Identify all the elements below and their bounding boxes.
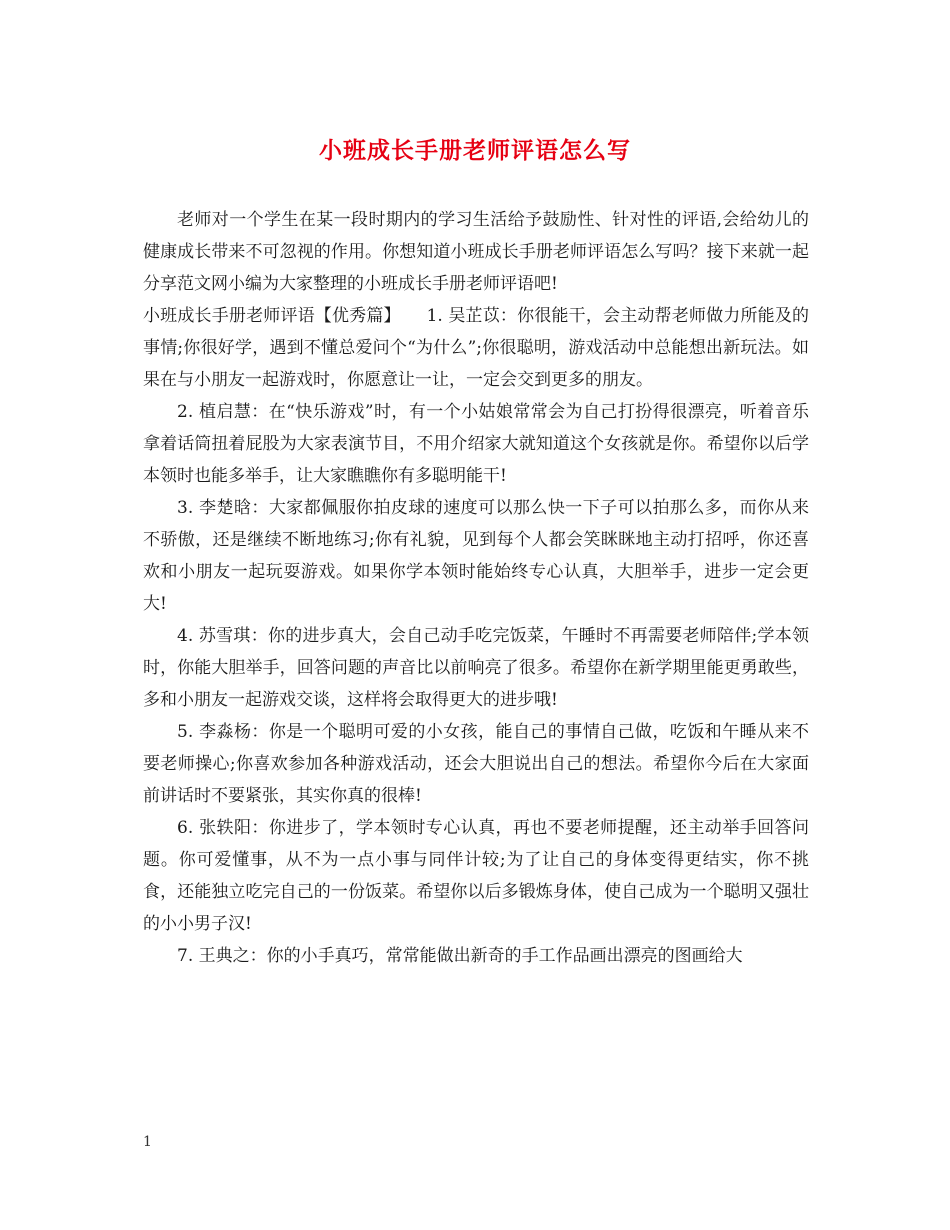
comment-paragraph-7: 7. 王典之：你的小手真巧，常常能做出新奇的手工作品画出漂亮的图画给大 — [177, 946, 743, 966]
page-number: 1 — [143, 1134, 152, 1150]
document-body — [143, 204, 809, 972]
comment-paragraph-6: 6. 张轶阳：你进步了，学本领时专心认真，再也不要老师提醒，还主动举手回答问题。你可爱懂事，从不为一点小事与同伴计较;为了让自己的身体变得更结实，你不挑食，还能独立吃完自己的一份饭菜。希望你以后多锻炼身体，使自己成为一个聪明又强壮的小小男子汉! — [143, 818, 809, 934]
section-paragraph: 小班成长手册老师评语【优秀篇】 1. 吴芷苡：你很能干，会主动帮老师做力所能及的事情;你很好学，遇到不懂总爱问个“为什么”;你很聪明，游戏活动中总能想出新玩法。如果在与小朋友一起游戏时，你愿意让一让，一定会交到更多的朋友。 — [143, 306, 809, 390]
comment-paragraph-4: 4. 苏雪琪：你的进步真大，会自己动手吃完饭菜，午睡时不再需要老师陪伴;学本领时，你能大胆举手，回答问题的声音比以前响亮了很多。希望你在新学期里能更勇敢些，多和小朋友一起游戏交谈，这样将会取得更大的进步哦! — [143, 626, 809, 710]
document-title: 小班成长手册老师评语怎么写 — [319, 137, 631, 164]
intro-paragraph: 老师对一个学生在某一段时期内的学习生活给予鼓励性、针对性的评语,会给幼儿的健康成长带来不可忽视的作用。你想知道小班成长手册老师评语怎么写吗？接下来就一起分享范文网小编为大家整理的小班成长手册老师评语吧! — [143, 210, 809, 294]
comment-paragraph-5: 5. 李淼杨：你是一个聪明可爱的小女孩，能自己的事情自己做，吃饭和午睡从来不要老师操心;你喜欢参加各种游戏活动，还会大胆说出自己的想法。希望你今后在大家面前讲话时不要紧张，其实你真的很棒! — [143, 722, 809, 806]
comment-paragraph-2: 2. 植启慧：在“快乐游戏”时，有一个小姑娘常常会为自己打扮得很漂亮，听着音乐拿着话筒扭着屁股为大家表演节目，不用介绍家大就知道这个女孩就是你。希望你以后学本领时也能多举手，让大家瞧瞧你有多聪明能干! — [143, 402, 809, 486]
comment-paragraph-3: 3. 李楚晗：大家都佩服你拍皮球的速度可以那么快一下子可以拍那么多，而你从来不骄傲，还是继续不断地练习;你有礼貌，见到每个人都会笑眯眯地主动打招呼，你还喜欢和小朋友一起玩耍游戏。如果你学本领时能始终专心认真，大胆举手，进步一定会更大! — [143, 498, 809, 614]
